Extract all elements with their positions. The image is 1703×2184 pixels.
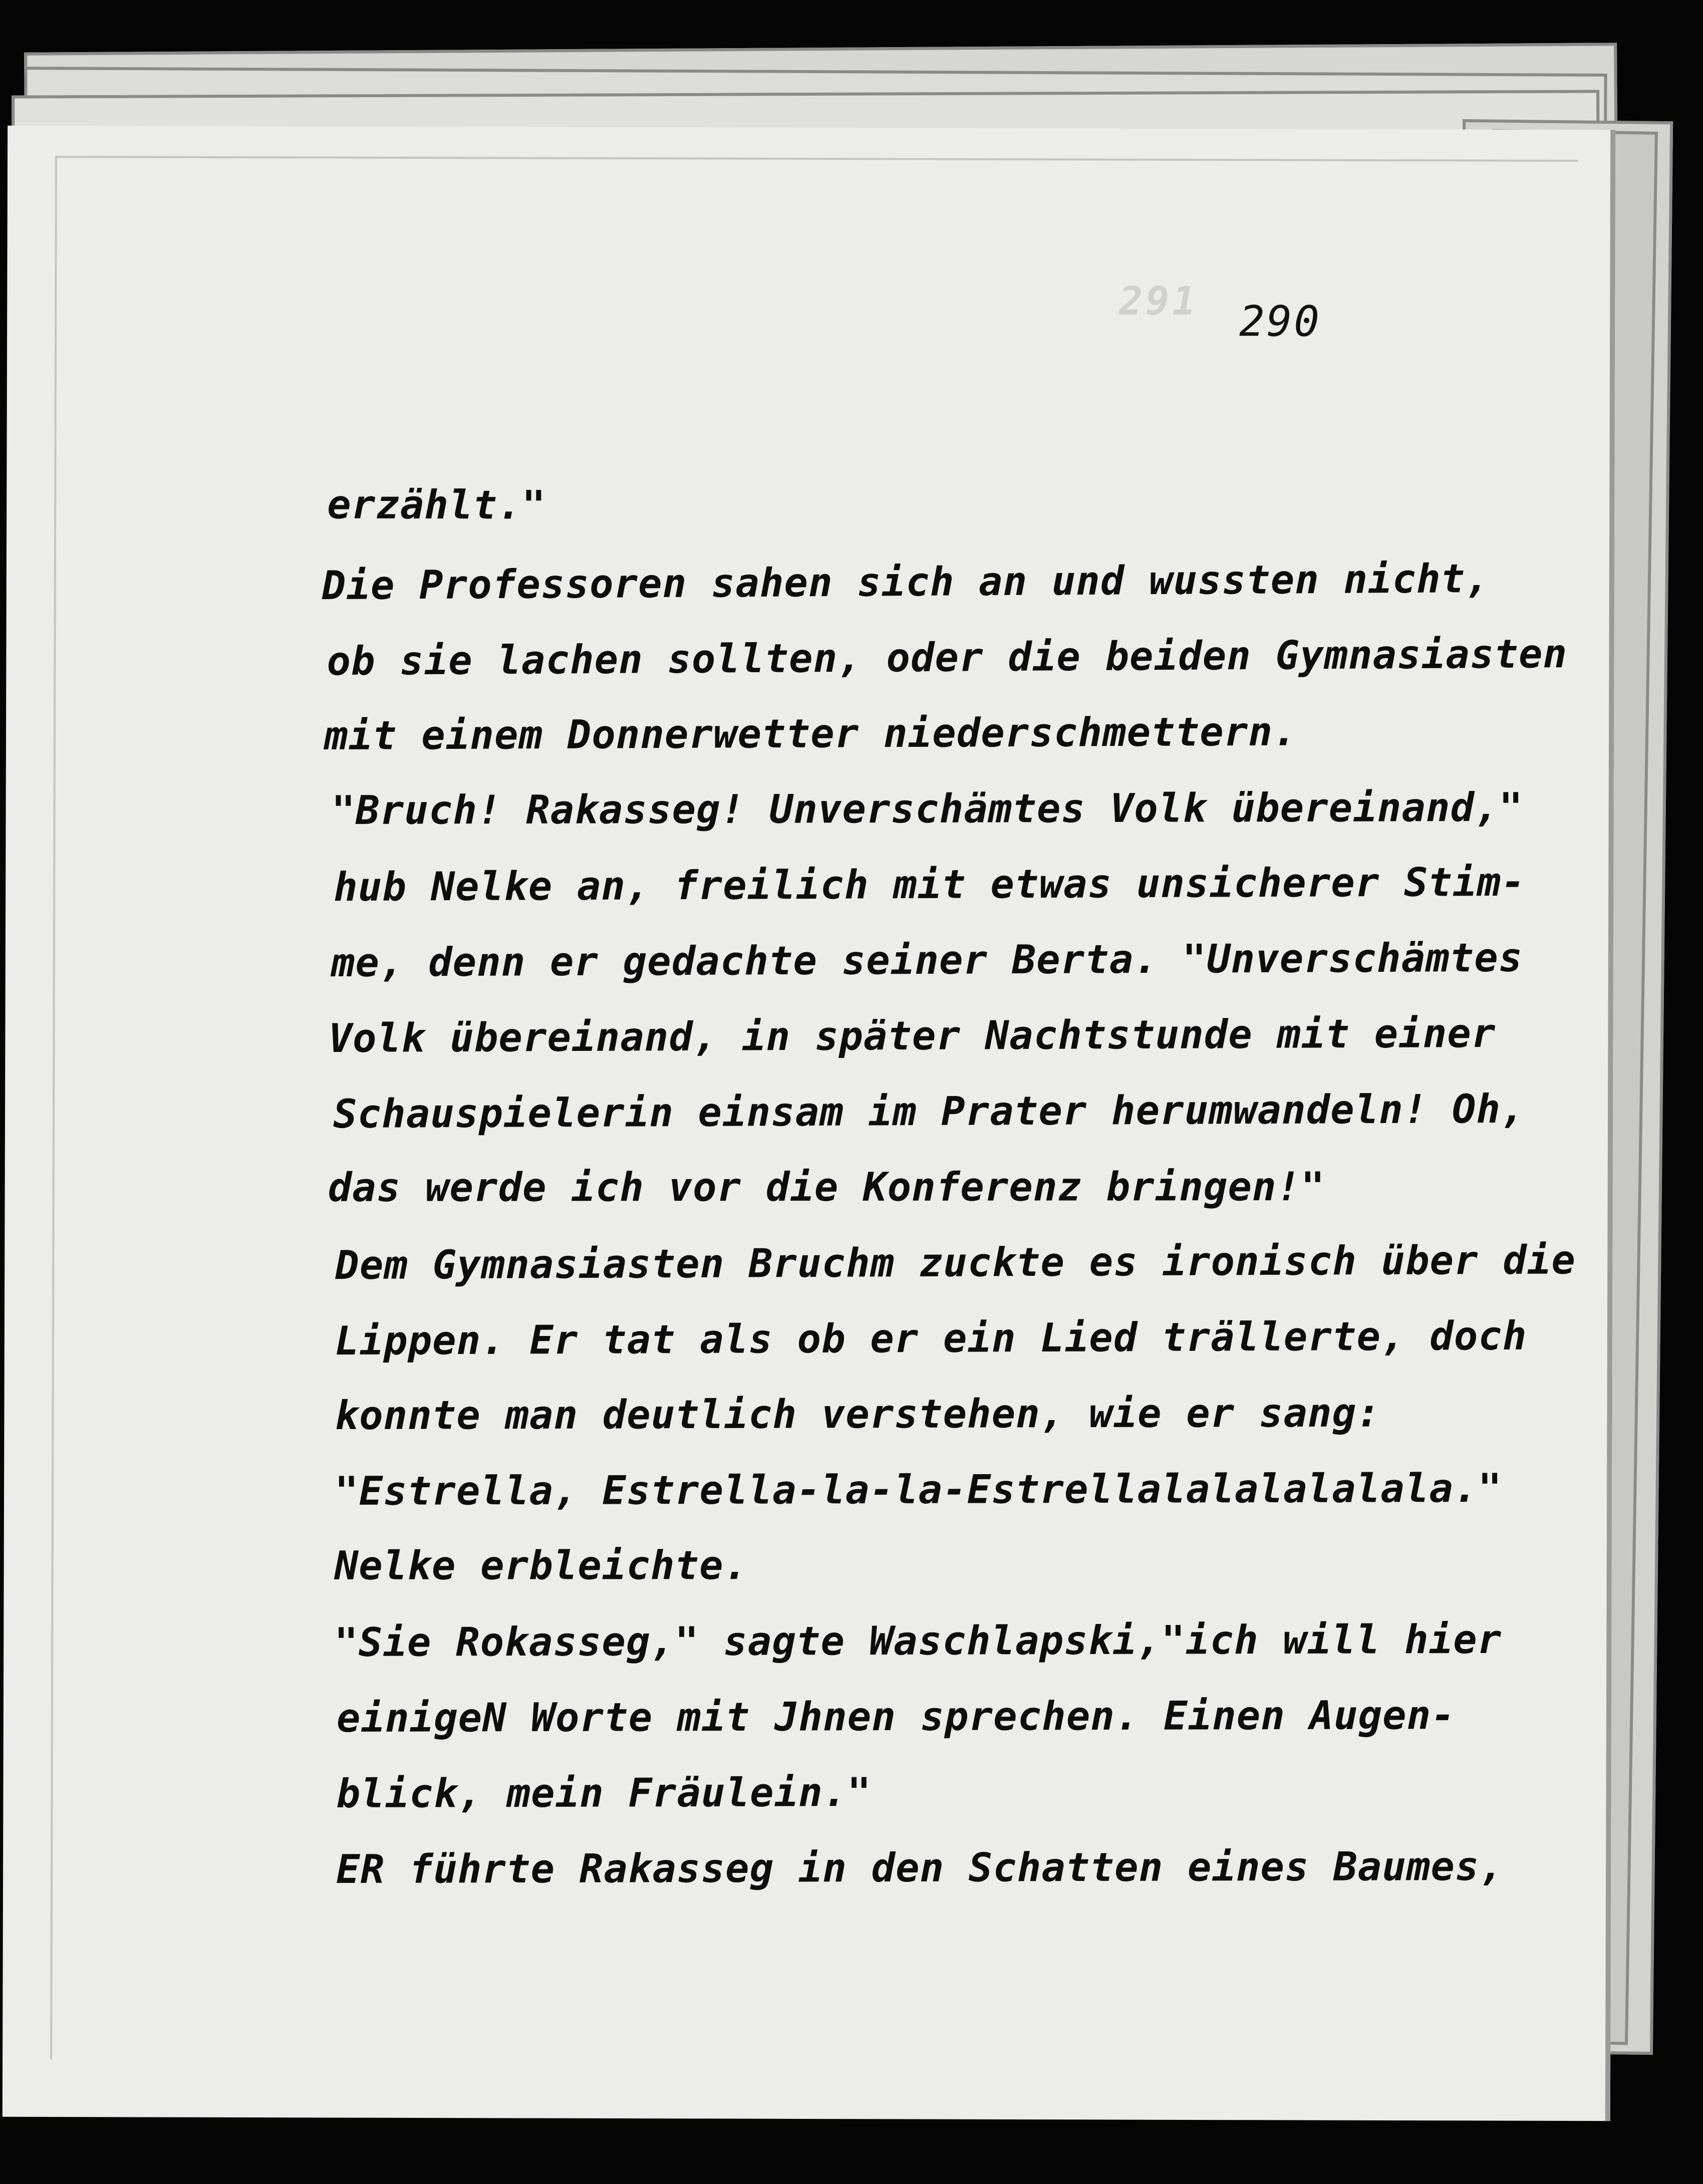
text-line: "Estrella, Estrella-la-la-Estrellalalalalalala." [334, 1465, 1503, 1514]
text-line: Nelke erbleichte. [334, 1542, 748, 1589]
typewritten-page [3, 126, 1615, 2121]
text-line: me, denn er gedachte seiner Berta. "Unverschämtes [331, 934, 1523, 986]
text-line: blick, mein Fräulein." [336, 1769, 872, 1817]
text-line: "Bruch! Rakasseg! Unverschämtes Volk übereinand," [331, 784, 1524, 834]
text-line: Die Professoren sahen sich an und wussten nicht, [322, 555, 1490, 609]
text-line: hub Nelke an, freilich mit etwas unsicherer Stim- [334, 859, 1526, 911]
page-body-text [314, 467, 1576, 1907]
text-line: Schauspielerin einsam im Prater herumwandeln! Oh, [333, 1085, 1525, 1138]
text-line: ob sie lachen sollten, oder die beiden Gymnasiasten [327, 631, 1568, 685]
text-line: konnte man deutlich verstehen, wie er sang: [335, 1390, 1381, 1439]
text-line: Dem Gymnasiasten Bruchm zuckte es ironisch über die [335, 1237, 1576, 1289]
text-line: mit einem Donnerwetter niederschmettern. [324, 708, 1297, 759]
text-line: einigeN Worte mit Jhnen sprechen. Einen Augen- [336, 1692, 1456, 1741]
text-line: Lippen. Er tat als ob er ein Lied trällerte, doch [335, 1312, 1527, 1364]
text-line: das werde ich vor die Konferenz bringen!" [328, 1164, 1325, 1211]
page-number: 290 [1239, 297, 1322, 346]
text-line: ER führte Rakasseg in den Schatten eines Baumes, [336, 1843, 1504, 1892]
text-line: erzählt." [327, 481, 546, 528]
text-line: "Sie Rokasseg," sagte Waschlapski,"ich will hier [334, 1616, 1502, 1666]
ghost-page-number: 291 [1119, 279, 1199, 325]
text-line: Volk übereinand, in später Nachtstunde mit einer [328, 1010, 1496, 1062]
